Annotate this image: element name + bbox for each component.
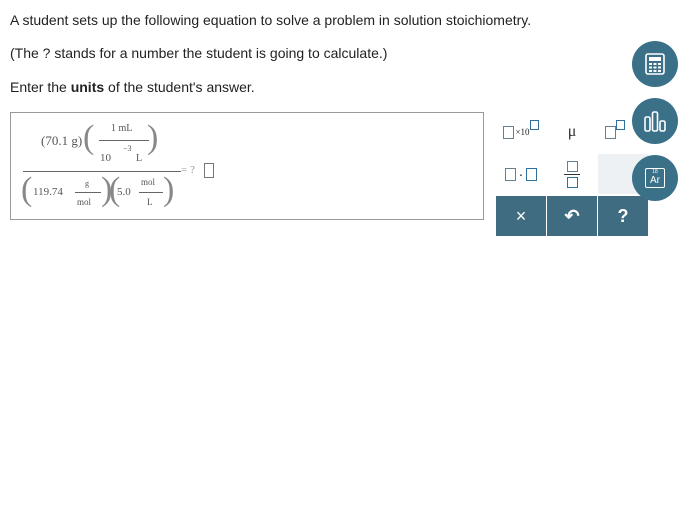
left-paren: ( <box>21 171 33 208</box>
math-keypad <box>496 112 648 236</box>
base-box-icon <box>503 126 514 139</box>
times-ten-power-button[interactable] <box>496 112 546 152</box>
right-paren: ) <box>163 171 175 208</box>
concentration-fraction-bar <box>139 192 163 193</box>
question-line-1: A student sets up the following equation to solve a problem in solution stoichiometry. <box>10 12 532 28</box>
element-number: 18 <box>652 169 658 175</box>
multiply-units-button[interactable] <box>496 154 546 194</box>
molar-mass-fraction-bar <box>75 192 101 193</box>
data-chart-button[interactable] <box>632 98 678 144</box>
concentration-value: 5.0 <box>117 186 131 198</box>
help-button[interactable] <box>598 196 648 236</box>
right-paren: ) <box>101 171 113 208</box>
molar-mass-num-unit: g <box>85 179 89 188</box>
conversion-denominator-base: 10 <box>100 152 111 164</box>
question-line-3 <box>10 79 255 95</box>
question-line-3-post: of the student's answer. <box>104 79 255 95</box>
clear-icon: × <box>515 205 527 226</box>
dot-label: · <box>518 166 524 182</box>
denominator-box-icon <box>567 177 578 188</box>
fraction-line-icon <box>564 174 580 175</box>
periodic-table-button[interactable] <box>632 155 678 201</box>
calculator-icon <box>645 53 665 75</box>
exponent-box-icon <box>616 120 625 130</box>
concentration-num-unit: mol <box>141 177 156 187</box>
element-symbol: Ar <box>650 175 660 186</box>
left-paren: ( <box>109 171 121 208</box>
calculator-button[interactable] <box>632 41 678 87</box>
equals-question: = ? <box>181 164 195 176</box>
conversion-denominator-unit: L <box>136 153 143 164</box>
undo-icon: ↶ <box>564 205 580 226</box>
undo-button[interactable] <box>547 196 597 236</box>
equation-answer-box[interactable] <box>10 112 484 220</box>
concentration-den-unit: L <box>147 197 153 207</box>
base-box-icon <box>605 126 616 139</box>
units-emphasis: units <box>70 79 105 95</box>
question-line-2: (The ? stands for a number the student is going to calculate.) <box>10 45 388 61</box>
help-icon: ? <box>617 205 629 226</box>
clear-button[interactable] <box>496 196 546 236</box>
fraction-button[interactable] <box>547 154 597 194</box>
micro-prefix-button[interactable] <box>547 112 597 152</box>
box-icon <box>526 168 537 181</box>
micro-label: μ <box>567 123 577 140</box>
x10-label: ×10 <box>515 127 530 137</box>
conversion-fraction-bar <box>99 140 149 141</box>
numerator-box-icon <box>567 161 578 172</box>
conversion-exponent: −3 <box>123 144 132 153</box>
units-answer-input[interactable] <box>204 163 214 178</box>
question-line-3-pre: Enter the <box>10 79 71 95</box>
molar-mass-den-unit: mol <box>77 197 92 207</box>
right-paren: ) <box>147 119 159 156</box>
periodic-element-icon <box>645 168 665 188</box>
bar-chart-icon <box>643 110 667 132</box>
conversion-numerator: 1 mL <box>111 123 133 134</box>
box-icon <box>505 168 516 181</box>
mass-value: (70.1 g) <box>41 133 83 148</box>
exponent-box-icon <box>530 120 539 130</box>
molar-mass-value: 119.74 <box>33 186 63 198</box>
left-paren: ( <box>83 119 95 156</box>
